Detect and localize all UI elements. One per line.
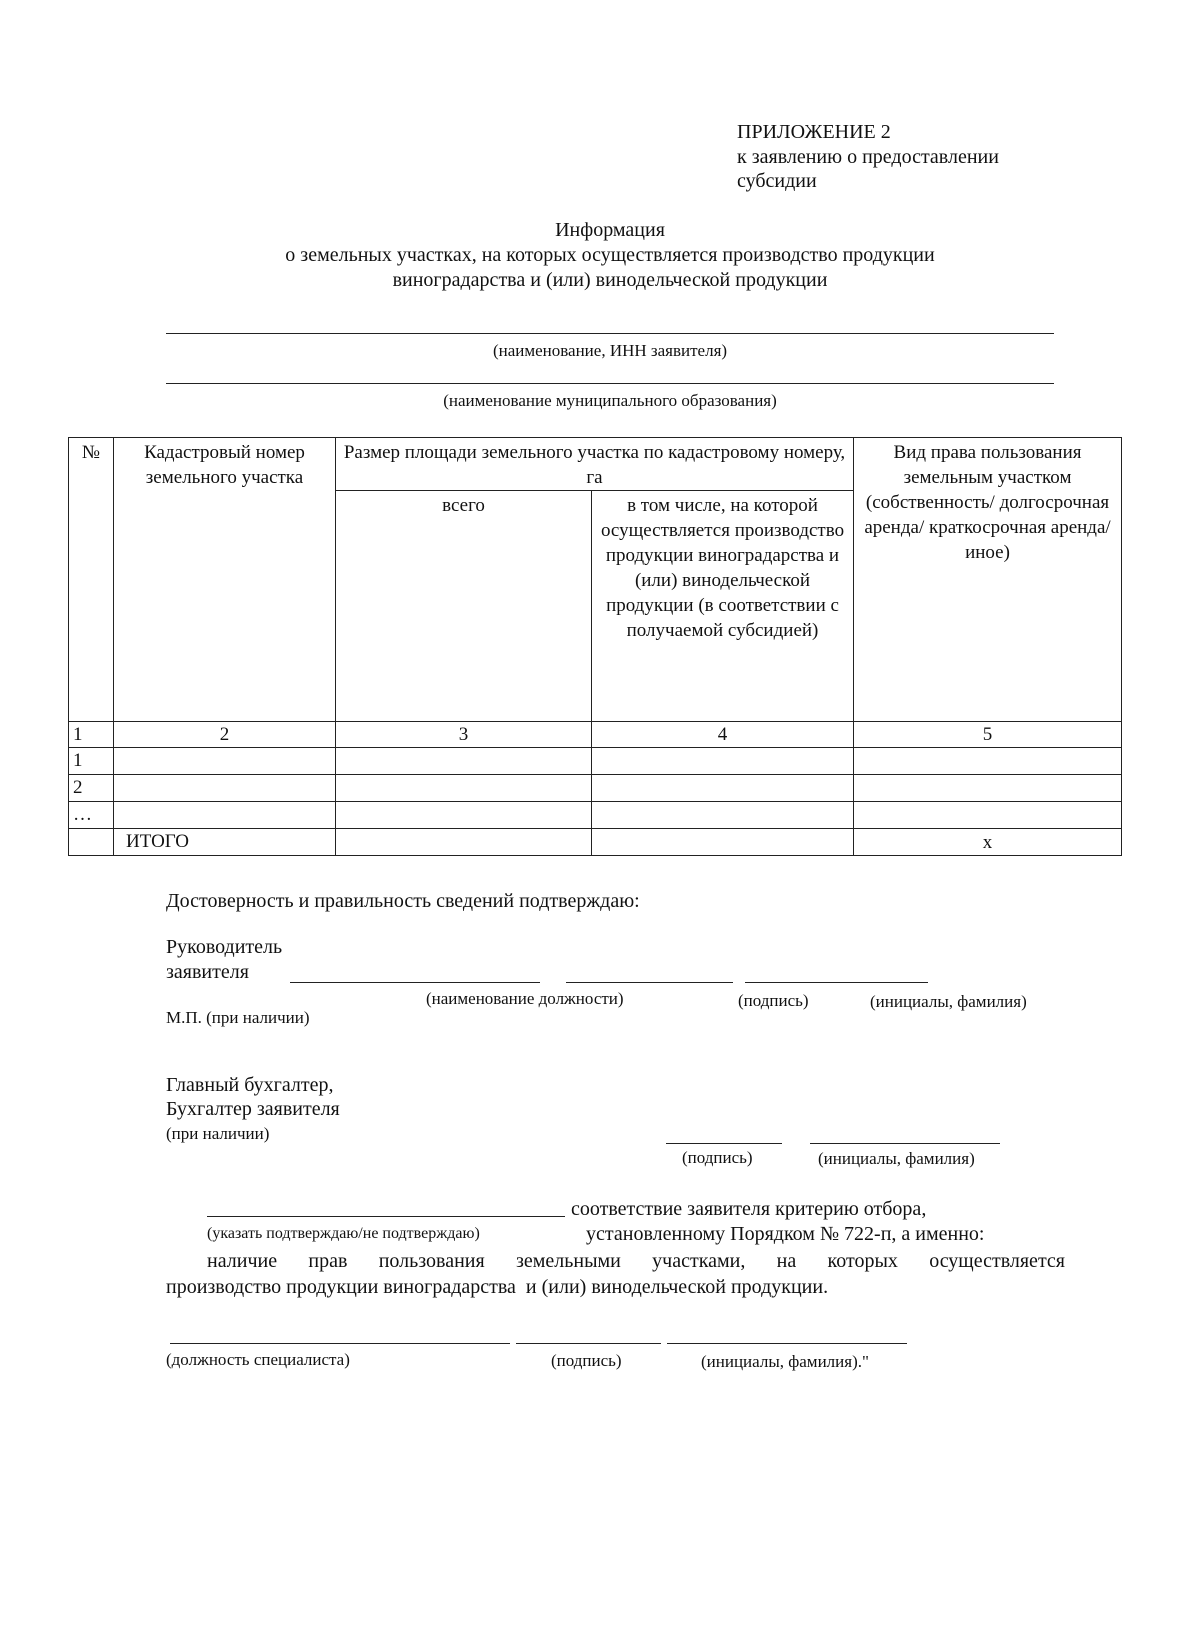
accountant-name-caption: (инициалы, фамилия) bbox=[818, 1149, 975, 1168]
column-number-row bbox=[69, 722, 1122, 748]
document-subtitle-line2: виноградарства и (или) винодельческой продукции bbox=[392, 269, 828, 291]
stamp-label: М.П. (при наличии) bbox=[166, 1008, 310, 1027]
document-subtitle-line1: о земельных участках, на которых осуществляется производство продукции bbox=[285, 244, 935, 266]
cell-cadastral[interactable] bbox=[114, 802, 336, 829]
column-number: 4 bbox=[592, 722, 854, 748]
header-right-type: Вид права пользования земельным участком (собственность/ долгосрочная аренда/ краткосрочная аренда/ иное) bbox=[854, 438, 1122, 722]
accountant-name-line[interactable] bbox=[810, 1143, 1000, 1144]
confirmation-statement: Достоверность и правильность сведений подтверждаю: bbox=[166, 890, 640, 912]
specialist-signature-line[interactable] bbox=[516, 1343, 661, 1344]
confirm-selection-line[interactable] bbox=[207, 1216, 565, 1217]
column-number: 5 bbox=[854, 722, 1122, 748]
appendix-title: ПРИЛОЖЕНИЕ 2 bbox=[737, 121, 891, 143]
appendix-reference-line2: субсидии bbox=[737, 170, 817, 192]
table-row bbox=[69, 775, 1122, 802]
total-area-production[interactable] bbox=[592, 829, 854, 856]
cell-area-production[interactable] bbox=[592, 802, 854, 829]
document-title: Информация bbox=[555, 219, 665, 241]
header-area-group: Размер площади земельного участка по кадастровому номеру, га bbox=[336, 438, 854, 491]
cell-right-type[interactable] bbox=[854, 748, 1122, 775]
municipality-line[interactable] bbox=[166, 383, 1054, 384]
total-area-total[interactable] bbox=[336, 829, 592, 856]
cell-area-production[interactable] bbox=[592, 775, 854, 802]
criteria-line1: соответствие заявителя критерию отбора, bbox=[571, 1198, 927, 1220]
column-number: 1 bbox=[69, 722, 114, 748]
cell-area-total[interactable] bbox=[336, 775, 592, 802]
criteria-line3: наличие прав пользования земельными участками, на которых осуществляется bbox=[207, 1250, 1065, 1272]
row-number: … bbox=[69, 802, 114, 829]
criteria-line4: производство продукции виноградарства и (или) винодельческой продукции. bbox=[166, 1276, 829, 1298]
municipality-caption: (наименование муниципального образования) bbox=[443, 391, 777, 410]
accountant-signature-caption: (подпись) bbox=[682, 1148, 753, 1167]
header-number: № bbox=[69, 438, 114, 722]
appendix-reference-line1: к заявлению о предоставлении bbox=[737, 146, 999, 168]
total-row bbox=[69, 829, 1122, 856]
head-label-line1: Руководитель bbox=[166, 936, 283, 958]
specialist-signature-caption: (подпись) bbox=[551, 1351, 622, 1370]
specialist-position-caption: (должность специалиста) bbox=[166, 1350, 350, 1369]
head-signature-caption: (подпись) bbox=[738, 991, 809, 1010]
criteria-line2: установленному Порядком № 722-п, а именно: bbox=[586, 1223, 985, 1245]
table-row bbox=[69, 802, 1122, 829]
head-label-line2: заявителя bbox=[166, 961, 249, 983]
total-row-number bbox=[69, 829, 114, 856]
cell-area-total[interactable] bbox=[336, 748, 592, 775]
confirm-selection-caption: (указать подтверждаю/не подтверждаю) bbox=[207, 1225, 480, 1242]
accountant-signature-line[interactable] bbox=[666, 1143, 782, 1144]
cell-cadastral[interactable] bbox=[114, 775, 336, 802]
column-number: 3 bbox=[336, 722, 592, 748]
head-name-caption: (инициалы, фамилия) bbox=[870, 992, 1027, 1011]
column-number: 2 bbox=[114, 722, 336, 748]
specialist-position-line[interactable] bbox=[170, 1343, 510, 1344]
cell-area-production[interactable] bbox=[592, 748, 854, 775]
specialist-name-caption: (инициалы, фамилия)." bbox=[701, 1352, 869, 1371]
cell-right-type[interactable] bbox=[854, 802, 1122, 829]
header-area-production: в том числе, на которой осуществляется производство продукции виноградарства и (или) винодельческой продукции (в соответствии с получаемой субсидией) bbox=[592, 491, 854, 722]
head-name-line[interactable] bbox=[745, 982, 928, 983]
total-right-type: х bbox=[854, 829, 1122, 856]
total-label: ИТОГО bbox=[114, 829, 336, 856]
row-number: 1 bbox=[69, 748, 114, 775]
accountant-label-line1: Главный бухгалтер, bbox=[166, 1074, 334, 1096]
head-position-line[interactable] bbox=[290, 982, 540, 983]
table-row bbox=[69, 748, 1122, 775]
land-plots-table bbox=[68, 437, 1122, 856]
header-area-total: всего bbox=[336, 491, 592, 722]
accountant-label-line3: (при наличии) bbox=[166, 1124, 270, 1143]
head-signature-line[interactable] bbox=[566, 982, 733, 983]
applicant-name-inn-caption: (наименование, ИНН заявителя) bbox=[492, 341, 728, 360]
head-position-caption: (наименование должности) bbox=[426, 989, 624, 1008]
cell-right-type[interactable] bbox=[854, 775, 1122, 802]
row-number: 2 bbox=[69, 775, 114, 802]
cell-area-total[interactable] bbox=[336, 802, 592, 829]
applicant-name-inn-line[interactable] bbox=[166, 333, 1054, 334]
specialist-name-line[interactable] bbox=[667, 1343, 907, 1344]
header-cadastral-number: Кадастровый номер земельного участка bbox=[114, 438, 336, 722]
accountant-label-line2: Бухгалтер заявителя bbox=[166, 1098, 340, 1120]
cell-cadastral[interactable] bbox=[114, 748, 336, 775]
